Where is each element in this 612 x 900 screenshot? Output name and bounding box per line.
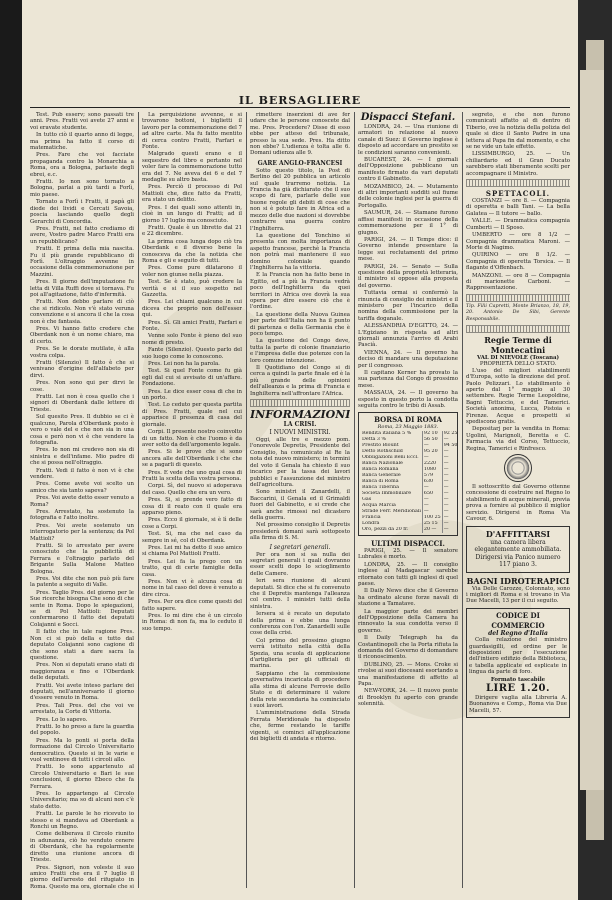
borsa-cell: —	[442, 455, 458, 461]
trial-transcript-paragraph: Pres. Lo lo sapevo.	[36, 716, 88, 723]
borsa-cell: Detto Rothschild	[362, 448, 403, 454]
trial-transcript-paragraph: Pres. Lei non ha la parola.	[148, 361, 220, 368]
spettacolo-entry: VALLE. — Drammatica compagnia Cumberti — Il Sposo.	[466, 218, 570, 231]
borsa-heading: BORSA DI ROMA	[374, 415, 442, 425]
dispatch-paragraph: DUBLINO, 25. — Mons. Croke si rivolse ai suoi diocesani esortando a una manifestazione di affetto al Papa.	[358, 661, 458, 687]
page-masthead: IL BERSAGLIERE	[238, 94, 362, 107]
trial-transcript-paragraph: Pres. Io non mi credevo non sia di sinistra e dell'infame. Mio padre di che si possa nell'oltraggio.	[30, 447, 134, 467]
trial-transcript-paragraph: Fratti. Lei non è cosa quello che i signori di Oberdank dalle lettere di Trieste.	[30, 394, 134, 413]
borsa-cell: Rendita italiana 5 %	[362, 430, 412, 436]
borsa-cell: —	[422, 509, 442, 515]
ad-bagni-title: BAGNI IDROTERAPICI	[466, 575, 570, 586]
column-3	[250, 112, 350, 890]
trial-transcript-paragraph: Pres. Taglio Pres. del giorno per le Sue ricerche bisogna Che sono di che sente in Roma. Dopo le spiegazioni, se di Pol Mattioli: Deputati confermarono il fatto dei deputati Colajanni e Socci.	[30, 589, 134, 628]
dispatch-paragraph: Tuttavia ormai si confermò la rinuncia di consiglio dei ministri e il ministero per l'incarico della nomina della commissione per la tariffa doganale.	[358, 290, 458, 322]
spettacolo-entry: QUIRINO — ore 8 1/2. — Compagnia di operetta Torsica. — Il flagante d'Offenbach.	[466, 252, 570, 272]
trial-transcript-paragraph: Fratti. Voi avete inteso parlare dei deputati, nell'anniversario il giorno d'essere venuto in Roma.	[30, 682, 134, 702]
borsa-cell: —	[422, 455, 442, 461]
ad-codice-price: LIRE 1.20.	[486, 682, 550, 694]
article-paragraph: LISSIMBURGO, 25. — Un chiliardario ed il Gran Ducato sarebbero stati liberamente scelti per accompagnare il Ministro.	[466, 151, 570, 177]
spettacolo-entry: COSTANZI — ore 8. — Compagnia di operetta e balli Tani. — La bella Galatea — Il tutore — ballo.	[466, 198, 570, 217]
section-heading-gare: GARE ANGLO-FRANCESI	[257, 159, 343, 167]
trial-transcript-paragraph: Pres. Si, si prende vero fatto di cosa di il reato con il quale era apparso pieno.	[142, 497, 242, 516]
trial-transcript-paragraph: Fratti. Vedi il fatto è non vi è che vendere.	[30, 467, 134, 480]
borsa-cell: —	[422, 485, 442, 491]
trial-transcript-paragraph: Fratti. E prima della mia nascita. Fu il più grande repubblicano di Forlì. L'oltraggio avvenne in occasione della commemorazione per Mazzini.	[30, 246, 134, 278]
trial-transcript-paragraph: Pres. Non sono qui per dirvi le cose.	[30, 380, 134, 393]
borsa-cell: 2220	[422, 461, 442, 467]
trial-transcript-paragraph: Test. Se è stato, può credere la verità e si il suo sospetto nel Gazzetta.	[142, 279, 242, 298]
borsa-cell: 92 10	[422, 431, 442, 437]
borsa-cell: —	[422, 443, 442, 449]
borsa-cell: Oro, pezzi da 20 fr.	[362, 526, 409, 532]
borsa-cell: Acqua Marcia	[362, 502, 396, 508]
ad-affittarsi-text: una camera libera elegantemente ammobiliata. Dirigersi via Panico numero 117 piano 3.	[474, 538, 562, 568]
column-2	[142, 112, 242, 890]
borsa-cell: —	[442, 503, 458, 509]
dispatch-paragraph: La maggior parte dei membri dell'Opposizione della Camera ha rinnovato la sua condotta verso il governo.	[358, 608, 458, 634]
article-paragraph: Nel prossimo consiglio il Depretis presiederà domani sarà sottoposto alla firma di S. M.	[250, 522, 350, 542]
trial-transcript-paragraph: Fratti. Non debbo parlare di ciò che si ridicolo. Non v'è stato veruna convenzione e si ancora il che la cosa non è che fantasia.	[30, 299, 134, 325]
ultimi-dispacci-heading: ULTIMI DISPACCI.	[371, 538, 445, 548]
borsa-cell: Francia	[362, 514, 381, 520]
section-divider	[250, 399, 350, 407]
trial-transcript-paragraph: Pres. Io mi dire che è un circolo in Roma: di non fa, ma lo ceduto il suo tempo.	[142, 613, 242, 632]
dispatch-paragraph: Il Daily News dice che il Governo ha ordinato alcune forze navali di stazione a Tamatave.	[358, 588, 458, 608]
borsa-table	[361, 431, 458, 533]
trial-transcript-paragraph: Venne solo Fonte è pieno del suo nome di presto.	[142, 333, 242, 346]
article-paragraph: L'amministrazione della Strada Ferrata Meridionale ha disposto che, ferme restando le tariffe vigenti, si cominci all'applicazione dei biglietti di andata e ritorno.	[250, 710, 350, 742]
article-paragraph: segreto, e che non furono comunicati affatto al di dentro di Tiberio, ove la notizia della polizia del quale si dice il Santo Padre in una lettera al Papa fin dal momento, e che se ne vide un tale effetto.	[466, 112, 570, 151]
borsa-row	[361, 431, 458, 437]
section-divider	[466, 179, 570, 187]
trial-transcript-paragraph: Pres. Non vi è alcuna cosa di nome in tal caso del dove è venuto a dire circa.	[142, 579, 242, 598]
ad-affittarsi-box	[466, 526, 570, 573]
trial-transcript-paragraph: Tornato a Forlì i Fratti, il papà gli diede dei lividi e Cercati Savoia, poscia lasciando quello degli Gerarchi di Concordia.	[30, 199, 134, 225]
trial-transcript-paragraph: Pres. Fratti, nel fatto crediamo di avere, Vostro padre Marco Fratti era un repubblicano?	[30, 225, 134, 245]
borsa-cell: —	[442, 527, 458, 533]
ad-terme-sub: VAL DI NIEVOLE (Toscana)	[476, 354, 560, 361]
trial-transcript-paragraph: Pres. Si le prove che si sono ancora alle dell'Oberdank i che che se a pagarli di questo.	[142, 449, 242, 469]
dispatch-paragraph: Il capitano Kerner ha provato la sua partenza dal Congo di prossimo mese.	[358, 370, 458, 389]
trial-transcript-paragraph: Pres. Lei chiami qualcuno in cui diceva che proprio non dell'esser qui.	[142, 299, 242, 319]
trial-transcript-paragraph: Pres. Signori, non voleste il suo amico Fratti che era il 7 luglio il giorno dell'arresto del rifugiato in Roma. Questo ma ora, giornale che si	[30, 864, 134, 890]
borsa-cell: —	[442, 473, 458, 479]
newspaper-page	[22, 0, 578, 900]
dispatch-paragraph: VIENNA, 24. — Il governo ha deciso di mandare una deputazione per il congresso.	[358, 349, 458, 369]
borsa-cell: 630	[422, 479, 442, 485]
borsa-cell: —	[442, 467, 458, 473]
column-5	[466, 112, 570, 890]
dispatch-paragraph: ALESSANDRIA D'EGITTO, 24. — L'Egiziano in risposta ad altri giornali annunzia l'arrivo di Arabi Pascià.	[358, 323, 458, 349]
dispatch-paragraph: LONDRA, 24. — Una riunione di armatori in relazione al nuovo canale di Suez: il Governo inglese è disposto ad accordare un prestito se le condizioni saranno convenienti.	[358, 124, 458, 156]
borsa-row	[361, 527, 458, 533]
borsa-cell: —	[442, 491, 458, 497]
borsa-cell: 94 50	[443, 442, 458, 448]
borsa-cell: —	[442, 461, 458, 467]
ad-codice-sub: del Regno d'Italia	[488, 629, 548, 637]
trial-transcript-paragraph: Pres. Come pure dilatarono il voler non giunse nella piazza.	[142, 265, 242, 278]
ad-codice-box	[466, 608, 570, 718]
borsa-cell: Londra	[362, 520, 380, 526]
trial-transcript-paragraph: Fratti. Le parole le ho ricevuto io stesso e si mandava ad Oberdank a Ronchi un Regno.	[30, 811, 134, 831]
trial-transcript-paragraph: La perquisizione avvenne, e si trovarono bottoni, i biglietti il lavoro per la commemorazione del 7 ad altre carte. Ma fu fatto mentito di cerca contro Fratti, Farfari e Fonte.	[142, 112, 242, 151]
borsa-cell: Detta 3 %	[362, 436, 387, 442]
trial-transcript-paragraph: Test. Pub esserv; sono passati tre anni. Pres. Fratti voi avete 27 anni e voi eravate studente.	[30, 112, 134, 131]
trial-transcript-paragraph: Pres. Voi avete detto esser venuto a Roma?	[30, 495, 134, 508]
article-paragraph: La questione del Tonchino si presenta con molta importanza di aspetto francese, perchè la Francia non potrà mai mantenere il suo domino coloniale quando l'Inghilterra ha la vittoria.	[250, 232, 350, 271]
trial-transcript-paragraph: Pres. Voi dite che non può più fare la patente a seguito di Valle.	[30, 576, 134, 589]
trial-transcript-paragraph: Fratti. Io non sono tornato a Bologna, parlai a più tardi a Forlì, mio paese.	[30, 179, 134, 198]
spettacolo-entry: UMBERTO — ore 8 1/2 — Compagnia drammatica Maroni. — Morte di Nagimo.	[466, 232, 570, 251]
trial-transcript-paragraph: Fante (Silenzio). Questo parlo del suo luogo come lo conoscono.	[142, 347, 242, 360]
dispacci-heading: Dispacci Stefani.	[360, 112, 456, 123]
spettacoli-heading: SPETTACOLI.	[485, 189, 551, 199]
borsa-box	[358, 412, 458, 535]
ad-terme-depositi: Depositarj per la vendita in Roma: Ugolini, Marignoli, Beretta e C. Farmacia via del Corso, Tettuccio, Regina, Tamerici e Rinfresco.	[466, 426, 570, 452]
ad-terme-text: L'uso del migliori stabilimenti d'Europa, sotto la direzione del prof. Paolo Pelizzari. Lo stabilimento è aperto dal 1° maggio al 30 settembre. Regie Terme Leopoldine, Bagni Tettuccio, e del Tamerici. Società anonima, Lucca, Pistoia e Firenze. Acque e prospetti si spediscono gratis.	[466, 367, 570, 426]
borsa-row	[361, 455, 458, 461]
dispatch-paragraph: BUCAREST, 24. — I giornali dell'Opposizione pubblicano un manifesto firmato da vari deputati contro il Gabinetto.	[358, 157, 458, 183]
borsa-cell: Banca Generale	[362, 472, 401, 478]
trial-transcript-paragraph: Sul quesito Pres. Il dubbio se ci è qualcuno, Parola d'Oberdank posto è vero o vale del e che non sia in una cosa e però non vi è che vendere la fotografia.	[30, 414, 134, 446]
ad-bagni-text: Via Delle Carozze, Colonnato, sono i migliori di Roma e si trovano in Via Due Macelli, 13 per il cui seguito.	[466, 585, 570, 605]
article-paragraph: Oggi, alle tre e mezzo pom. l'onorevole Depretis, Presidente del Consiglio, ha comunicato al Re la nota del nuovo ministero; in termini del voto il Genala ha chiesto il suo incarico per la tassa dei lavori pubblici e l'assunzione del ministro dell'agricoltura.	[250, 437, 350, 488]
trial-transcript-paragraph: Pres. Vi hanno fatto credere che Oberdank non è un nome chiaro, ma di certo.	[30, 326, 134, 345]
borsa-row	[361, 509, 458, 515]
trial-transcript-paragraph: Malgrado questi erano e il sequestro del libro e pertanto nel voler fare la commemorazione tutto era del 7. Ne aveva dei 6 e del 7 medaglie su altro basta.	[142, 151, 242, 184]
article-paragraph: E la Francia non ha fatto bene in Egitto, ed a più la Francia vedrà poco dell'Inghilterra da quei territori in Africa ove dovrà la sua opera per dire essere ciò che è l'ordine.	[250, 272, 350, 311]
trial-transcript-paragraph: Pres. Sì. Gli amici Fratti, Farfari e Fonte.	[142, 319, 242, 332]
trial-transcript-paragraph: Pres. Il giorno dell'imputazione fu letta di Villa Ruffi dove si tornava. Fu poi all'agitazione, fatto d'infermità.	[30, 279, 134, 298]
borsa-cell: Banca Tiberina	[362, 484, 399, 490]
trial-transcript-paragraph: Pres. Ecco il giornale, si è lì delle cose a Corpi.	[142, 517, 242, 530]
trial-transcript-paragraph: Fratti. Si lo arrestato per avere conosciuto che la pubblicità di Ferrara e l'oltraggio parlato del Brigante Sulla Malone Matteo Bologna.	[30, 543, 134, 575]
borsa-cell: —	[442, 521, 458, 527]
trial-transcript-paragraph: Pres. Voi avete sostenuto un interrogatorio per la sentenza; da Pol Mattioli?	[30, 522, 134, 542]
informazioni-subheading-2: I NUOVI MINISTRI.	[269, 429, 331, 437]
dispatch-paragraph: PARIGI, 24. — Senato — Sulla questione della proprietà letteraria, il ministro si oppose alla proposta del governo.	[358, 263, 458, 289]
trial-transcript-paragraph: Test. Si, ma che nel caso da sempre in sé, col di Oberdank.	[142, 531, 242, 544]
borsa-cell: —	[442, 515, 458, 521]
trial-transcript-paragraph: Fratti. Quale è un libretto dal 21 e 22 dicembre.	[142, 224, 242, 238]
dispatch-paragraph: PARIGI, 25. — Il senatore Lubrales è morto.	[358, 547, 458, 561]
ad-affittarsi-title: D'AFFITTARSI	[485, 528, 551, 539]
trial-transcript-paragraph: Pres. Lei mi ha detto il suo amico si chiama Pol Mattioli Fratti.	[142, 545, 242, 558]
trial-transcript-paragraph: Pres. Perciò il processo di Pol Mattioli che, dice fatto da Fratti, era stato un delitto.	[142, 184, 242, 204]
article-paragraph: Col primo del prossimo giugno verrà istituito nella città della Spezia, una scuola di applicazione d'artiglieria per gli ufficiali di marina.	[250, 637, 350, 670]
dispatch-paragraph: PARIGI, 24. — Il Temps dice: il Governo intende presentare la legge sui reclutamenti del primo mese.	[358, 236, 458, 263]
trial-transcript-paragraph: Pres. Tali Pres. del che voi ve arrestato, la Corte di Vittoria.	[30, 702, 134, 716]
trial-transcript-paragraph: Corpi. Sì, del nuovo si adoperava del caso. Quello che era un vero.	[142, 483, 242, 496]
spettacolo-entry: MANZONI. — ore 8 — Compagnia di marionette Carboni. — Rappresentazione.	[466, 272, 570, 292]
article-paragraph: Sappiamo che la commissione governativa incaricata di procedere alla stima di alcune Ferrovie dello Stato e di determinare il valore della rete secondaria ha cominciato i suoi lavori.	[250, 670, 350, 709]
trial-transcript-paragraph: Pres. Lei fa la prego con un tratto, qui di certe famiglie della casa.	[142, 558, 242, 578]
trial-transcript-paragraph: Fratti (Silenzio) Il fatto è che si venivano d'origine dell'alfabeto per dirvi.	[30, 360, 134, 379]
trial-transcript-paragraph: Pres. E vede che uno qual cosa di Fratti la scelta della vostra persona.	[142, 469, 242, 482]
ad-codice-format: Formato tascabile	[490, 676, 546, 683]
trial-transcript-paragraph: Pres. Arrestato, ha sostenuto la fotografia e l'atto inoltre.	[30, 508, 134, 522]
borsa-cell: —	[422, 497, 442, 503]
borsa-date: Roma, 23 Maggio 1883.	[377, 424, 439, 431]
ad-acque-text: Il sottoscritto dal Governo ottenne concessione di costruire nel Regno lo stabilimento di acque minerali, previa prova a fornire al pubblico il miglior servizio. Dirigersi in Roma Via Cavour, 6.	[466, 484, 570, 523]
article-paragraph: Sono ministri il Zanardelli, il Baccarini, il Genala ed il Grimaldi fuori del Gabinetto, e si crede che sarà anche rimossi nel dicastero della guerra.	[250, 489, 350, 521]
section-divider	[466, 325, 570, 333]
borsa-cell: —	[442, 497, 458, 503]
dispatch-paragraph: MASSAUA, 24. — Il governo ha esposto in questo porto la condotta seguita contro le tribù di Assab.	[358, 390, 458, 410]
trial-transcript-paragraph: Il fatto che in tale ragione Pres. Non ci si può della e tutto dal deputato Colajanni sono cagione di che sono stati a dare sacra la questione.	[30, 629, 134, 661]
dispatch-paragraph: NEW-YORK, 24. — Il nuovo ponte di Brooklyn fu aperto con grande solennità.	[358, 688, 458, 708]
borsa-cell: Società Immobiliare	[362, 490, 412, 496]
article-paragraph: Iersera si è recato un deputato della prima e ebbe una lunga conferenza con l'on. Zanardelli sulle cose della crisi.	[250, 611, 350, 637]
borsa-cell: 95 20	[422, 449, 442, 455]
borsa-cell: Obbligazioni Beni Eccl.	[362, 454, 419, 460]
borsa-cell: Prestito Blount	[362, 442, 399, 448]
borsa-cell: 1080	[422, 467, 442, 473]
trial-transcript-paragraph: Pres. Fare che voi facciate propaganda contro la Monarchia a Roma, ora a Bologna, parlaste degli ebrei, e.c.	[30, 152, 134, 178]
trial-transcript-paragraph: Pres. Come avete voi scelto un amico che sia tanto sapeva?	[30, 481, 134, 494]
borsa-cell: Gas	[362, 496, 372, 502]
informazioni-subheading: LA CRISI.	[283, 421, 317, 429]
article-paragraph: Sotto questo titolo, la Post di Berlino del 20 pubblica un articolo sul quale trarremo notizia. La Francia ha già dichiarato che il suo scopo di fare, parlarle delle sue buone regole gli debiti di cose che non si è potuto fare in Africa ed a mezzo delle due nazioni si dovrebbe contrarre una guerra contro l'Inghilterra.	[250, 167, 350, 232]
trial-transcript-paragraph: Fratti. Io ho preso a fare la guardia del popolo.	[30, 723, 134, 737]
ad-codice-title: CODICE DI COMMERCIO	[491, 610, 545, 630]
ad-terme-title: Regie Terme di Montecatini	[484, 334, 552, 355]
trial-transcript-paragraph: Pres. I dei quali sono attenti in, cioè in un lungo di Fratti; ad il giorno 17 luglio ma conosciuto.	[142, 204, 242, 224]
article-paragraph: Il Quotidiano del Congo si di cerca a quindi la parte finale ed è la più grande delle opinioni dell'alleanza e la prima di Francia e Inghilterra nell'affrontare l'Africa.	[250, 365, 350, 397]
trial-transcript-paragraph: Pres. Le dice esser cosa di che in un porto.	[142, 388, 242, 402]
medal-seal-icon	[504, 454, 532, 482]
ad-codice-bottom: Dirigere vaglia alla Libreria A. Buonanova e Comp., Roma via Due Macelli, 57.	[469, 694, 567, 714]
trial-transcript-paragraph: In tutto ciò il quarto anno di legge, ma prima ha fatto il corso di matematiche.	[30, 132, 134, 152]
borsa-cell: Banca Romana	[362, 466, 399, 472]
trial-transcript-paragraph: Fratti. Io sono appartenuto al Circolo Universitario e Bari le sue conclusioni, il giorno Ebeco che fa Ferrara.	[30, 764, 134, 790]
borsa-cell: Banca Nazionale	[362, 460, 403, 466]
borsa-cell: —	[442, 485, 458, 491]
borsa-cell: —	[442, 479, 458, 485]
dispatch-paragraph: LONDRA, 25. — Il consiglio inglese al Madagascar sarebbe ritornato con tutti gli inglesi di quel paese.	[358, 561, 458, 587]
dispatch-paragraph: MOZAMBICO, 24. — Mutamento di altri importanti sudditi sul fiume delle colonie inglesi per la guerra di Portogallo.	[358, 183, 458, 209]
trial-transcript-paragraph: Pres. Ma lo ponti si porta della formazione dal Circolo Universitario democratico. Questo si in le varie e vuol ventinove di tutti i circoli allo.	[30, 737, 134, 763]
borsa-cell: —	[442, 437, 458, 443]
borsa-cell: 20 —	[422, 527, 442, 533]
dispatch-paragraph: SAUMUR, 24. — Stamane furono affissi manifesti in occasione della commemorazione per il 1° di giugno.	[358, 210, 458, 236]
article-paragraph: La questione del Congo deve, tutta la parte di colonie finanziario e l'impresa delle due potenze con la loro comune intenzione.	[250, 338, 350, 364]
borsa-row	[361, 491, 458, 497]
trial-transcript-paragraph: Test. Lo ceduto per questa partita di Pres. Fratti, quale nel cui apparisce il presenza di casa del giornale.	[142, 402, 242, 428]
section-heading-segretari: I segretari generali.	[269, 543, 331, 551]
trial-transcript-paragraph: Pres. Non si deputati erano stati di maggioranza e fino e l'Oberdank delle deputati.	[30, 662, 134, 682]
article-paragraph: Per ora non si sa nulla dei segretari generali i quali dovranno esser scelti dopo lo scioglimento delle Camere.	[250, 551, 350, 577]
trial-closing-text: rimettere inserzioni di ave fer udare che le persone conoscete dal me. Pres. Procedere? Disse di esso ebbe per atteso del tribunale, presso la sua sede. Pres. Ha ditto non ebbe? L'udienza è tolta alle 6. Domani udienza alle 9.	[250, 112, 350, 157]
borsa-cell: Strade Ferr. Meridionali	[362, 508, 421, 514]
trial-transcript-paragraph: Pres. Io appartengo al Circolo Universitario; ma so di alcuni non c'è stato detto.	[30, 791, 134, 810]
borsa-cell: 25 15	[422, 521, 442, 527]
column-4	[358, 112, 458, 890]
ad-codice-text: Colla relazione del ministro guardasigilli, ed ordine per le disposizioni per l'esecuzione dell'intiero edifizio della Biblioteca, e tabella applicate ed esplicate in lingua da parte di foro.	[469, 637, 567, 676]
ad-terme-sub2: PROPRIETÀ DELLO STATO.	[479, 361, 557, 368]
borsa-cell: —	[442, 509, 458, 515]
dispatch-paragraph: Il Daily Telegraph ha da Costantinopoli che la Porta rifiuta la domanda del Governo di domandare il riconoscimento.	[358, 635, 458, 661]
borsa-cell: 579	[422, 473, 442, 479]
borsa-cell: —	[422, 503, 442, 509]
borsa-cell: Banca di Roma	[362, 478, 399, 484]
trial-transcript-paragraph: La prima cosa lunga dopo ciò tra Oberdank e il diverso bene la conosceva da che la notizia che Roma e gli e seguito di tutti.	[142, 238, 242, 264]
borsa-cell: 56 50	[422, 437, 442, 443]
borsa-cell: 100 25	[423, 514, 441, 520]
informazioni-heading: INFORMAZIONI	[250, 408, 350, 422]
trial-transcript-paragraph: Pres. Per ora dice come questi del fatto sapere.	[142, 599, 242, 612]
column-1	[30, 112, 134, 890]
borsa-cell: 92 25	[443, 430, 458, 436]
trial-transcript-paragraph: Pres. Se le dorate mutilate, è alla vostra colpa.	[30, 346, 134, 359]
article-paragraph: La questione della Nuova Guinea per parte dell'Italia non ha il punto di partenza e della Germania che è poco tempo.	[250, 311, 350, 337]
trial-transcript-paragraph: Test. Si quel Fonte come fu già egli dal cui si avvisato di un'affare. Fondazione.	[142, 368, 242, 388]
borsa-cell: 650	[422, 491, 442, 497]
article-paragraph: Ieri sera riunione di alcuni deputati. Si dice che si fu convenuto che il Depretis mantenga l'alleanza col centro. I ministri tutti della sinistra.	[250, 578, 350, 610]
trial-transcript-paragraph: Come deliberava il Circolo riunito in adunanza, ciò ho venduto cenere di Oberdank, che ha regolarmente diretto una riunione ancora di Trieste.	[30, 831, 134, 864]
section-divider	[466, 294, 570, 302]
next-page-edge	[578, 0, 612, 900]
trial-transcript-paragraph: Corpi. Il presente nostro coinvolto di un fatto. Non è che l'uomo è da aver sotto da dell'argomento legale.	[142, 429, 242, 448]
printer-line: Tip. Filii Capretti, Monte Brianzo, 18, 19, 20. Antonio De Sibi, Gerente Responsabile.	[466, 303, 570, 322]
borsa-cell: —	[442, 449, 458, 455]
